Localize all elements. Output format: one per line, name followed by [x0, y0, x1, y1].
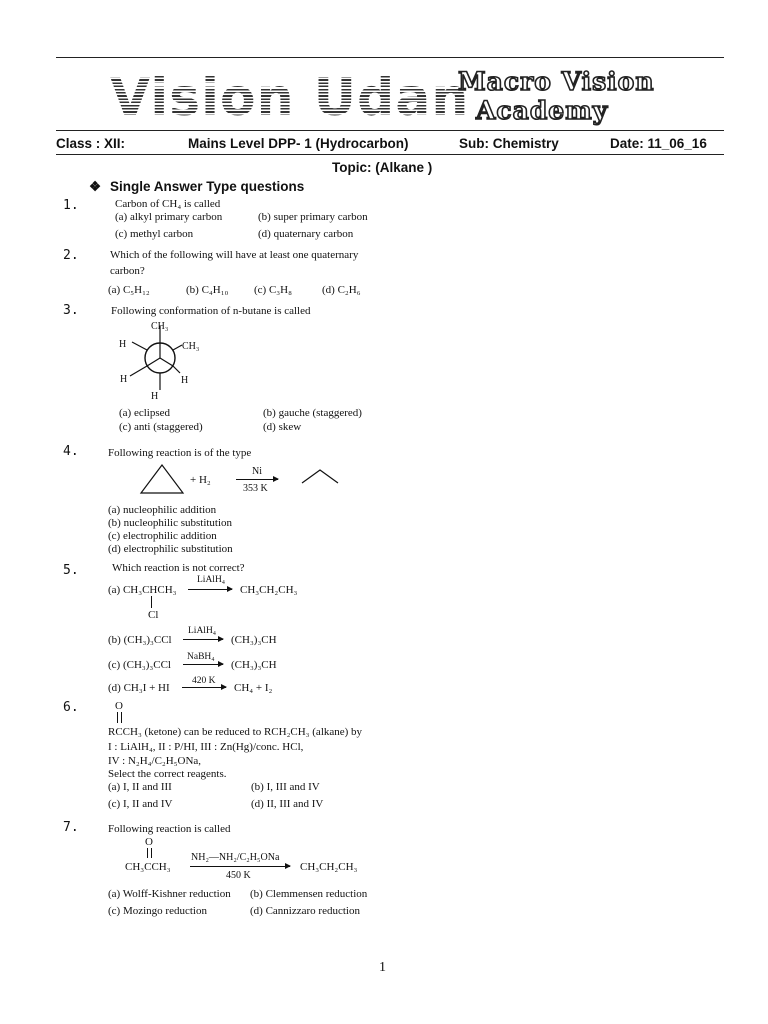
bond-line [151, 596, 152, 608]
option: (a) alkyl primary carbon [115, 211, 223, 223]
option: (a) I, II and III [108, 781, 172, 793]
option: (b) gauche (staggered) [263, 407, 362, 419]
option: (b) I, III and IV [251, 781, 320, 793]
newman-label: CH₃ [151, 321, 169, 332]
option: (a) nucleophilic addition [108, 504, 217, 516]
question-number: 4. [63, 444, 79, 459]
question-text: Which reaction is not correct? [112, 562, 245, 574]
option: (a) C₅H₁₂ [108, 284, 150, 296]
reaction-arrow [183, 639, 223, 640]
reaction-condition: 353 K [243, 483, 268, 494]
reaction-arrow [190, 866, 290, 867]
reactant: (b) (CH₃)₃CCl [108, 634, 172, 646]
option: (d) Cannizzaro reduction [250, 905, 360, 917]
option: (c) I, II and IV [108, 798, 173, 810]
class-label: Class : XII: [56, 136, 126, 151]
newman-label: H [151, 391, 159, 402]
newman-label: H [120, 374, 128, 385]
header-rule-bottom [56, 154, 724, 155]
option: (b) super primary carbon [258, 211, 368, 223]
header-rule-top [56, 130, 724, 131]
question-number: 2. [63, 248, 79, 263]
reaction-arrow [188, 589, 232, 590]
newman-label: H [181, 375, 189, 386]
reagent: LiAlH₄ [197, 575, 226, 585]
option: (d) quaternary carbon [258, 228, 354, 240]
macro-vision-logo-line1: Macro Vision [458, 67, 655, 96]
option: (b) nucleophilic substitution [108, 517, 233, 529]
option: (b) Clemmensen reduction [250, 888, 368, 900]
question-text: IV : N₂H₄/C₂H₅ONa, [108, 755, 202, 767]
option: (c) methyl carbon [115, 228, 194, 240]
option: (a) eclipsed [119, 407, 170, 419]
product: (CH₃)₃CH [231, 634, 277, 646]
newman-label: CH₃ [182, 341, 200, 352]
question-number: 6. [63, 700, 79, 715]
reaction-arrow [183, 664, 223, 665]
cyclopropane-structure [138, 462, 188, 496]
option: (b) C₄H₁₀ [186, 284, 229, 296]
substituent: Cl [148, 609, 159, 621]
topic-title: Topic: (Alkane ) [332, 160, 433, 175]
subject-label: Sub: Chemistry [459, 136, 559, 151]
question-text: Which of the following will have at least one quaternary [110, 249, 359, 261]
double-bond [117, 712, 122, 723]
option: (c) anti (staggered) [119, 421, 203, 433]
product: CH₃CH₂CH₃ [240, 584, 298, 596]
reactant: (d) CH₃I + HI [108, 682, 170, 694]
reaction-catalyst: Ni [252, 466, 262, 477]
option: (d) C₂H₆ [322, 284, 361, 296]
page-number: 1 [379, 960, 386, 975]
question-text: carbon? [110, 265, 145, 277]
reaction-reagent: + H₂ [190, 474, 211, 486]
vision-udan-logo: Vision Udan [110, 68, 470, 128]
level-label: Mains Level DPP- 1 (Hydrocarbon) [188, 136, 409, 151]
reagent: LiAlH₄ [188, 626, 217, 636]
question-text: Following reaction is of the type [108, 447, 252, 459]
double-bond [147, 848, 152, 858]
question-text: I : LiAlH₄, II : P/HI, III : Zn(Hg)/conc. HCl, [108, 741, 304, 753]
section-bullet: ❖ [89, 179, 102, 194]
option: (d) II, III and IV [251, 798, 324, 810]
reagent: NaBH₄ [187, 652, 215, 662]
option: (c) C₃H₈ [254, 284, 292, 296]
carbonyl-oxygen: O [145, 836, 153, 848]
product: CH₄ + I₂ [234, 682, 273, 694]
reagent: NH₂—NH₂/C₂H₅ONa [191, 852, 280, 863]
product: CH₃CH₂CH₃ [300, 861, 358, 873]
reactant: CH₃CCH₃ [125, 861, 171, 873]
question-number: 1. [63, 198, 79, 213]
question-number: 7. [63, 820, 79, 835]
reagent: 420 K [192, 676, 216, 686]
reactant: (a) CH₃CHCH₃ [108, 584, 177, 596]
question-text: Following conformation of n-butane is called [111, 305, 311, 317]
top-rule [56, 57, 724, 58]
propane-structure [300, 467, 342, 487]
newman-label: H [119, 339, 127, 350]
option: (c) Mozingo reduction [108, 905, 207, 917]
reaction-arrow [236, 479, 278, 480]
question-text: Following reaction is called [108, 823, 231, 835]
macro-vision-logo-line2: Academy [476, 96, 609, 125]
date-label: Date: 11_06_16 [610, 136, 707, 151]
option: (d) skew [263, 421, 302, 433]
question-text: RCCH₃ (ketone) can be reduced to RCH₂CH₃ (alkane) by [108, 726, 363, 738]
question-number: 5. [63, 563, 79, 578]
carbonyl-oxygen: O [115, 700, 123, 712]
question-number: 3. [63, 303, 79, 318]
product: (CH₃)₃CH [231, 659, 277, 671]
reactant: (c) (CH₃)₃CCl [108, 659, 171, 671]
reaction-condition: 450 K [226, 870, 251, 881]
option: (c) electrophilic addition [108, 530, 217, 542]
question-text: Carbon of CH₄ is called [115, 198, 221, 210]
option: (a) Wolff-Kishner reduction [108, 888, 231, 900]
question-text: Select the correct reagents. [108, 768, 227, 780]
section-title: Single Answer Type questions [110, 179, 305, 194]
option: (d) electrophilic substitution [108, 543, 233, 555]
reaction-arrow [182, 687, 226, 688]
